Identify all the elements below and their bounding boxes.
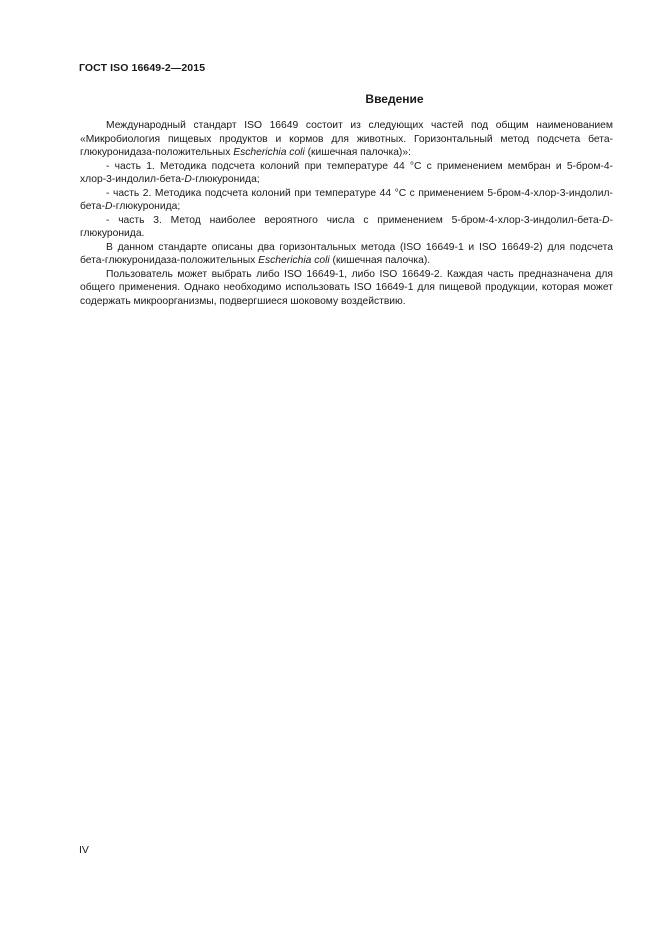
text-run: - часть 3. Метод наиболее вероятного числа с применением 5-бром-4-хлор-3-индолил-бета- (106, 214, 603, 226)
document-header: ГОСТ ISO 16649-2—2015 (79, 62, 206, 74)
text-run: - часть 1. Методика подсчета колоний при температуре 44 °C с применением мембран и 5-бром-4-хлор-3-индолил-бета- (80, 160, 613, 185)
text-run: -глюкуронида; (112, 201, 181, 212)
section-title: Введение (365, 92, 424, 106)
paragraph-methods (80, 241, 613, 268)
italic-d: D (104, 201, 113, 212)
list-item-part-1 (80, 160, 613, 187)
text-run: -глюкуронида. (80, 214, 613, 239)
text-run: - часть 2. Методика подсчета колоний при температуре 44 °C с применением 5-бром-4-хлор-3-индолил-бета- (80, 187, 613, 212)
paragraph-intro (80, 119, 613, 160)
text-run: -глюкуронида; (191, 174, 260, 185)
text-run: (кишечная палочка). (329, 255, 431, 266)
species-name: Escherichia coli (233, 147, 305, 158)
page-number: IV (79, 844, 89, 856)
paragraph-usage: Пользователь может выбрать либо ISO 16649-1, либо ISO 16649-2. Каждая часть предназначена для общего применения. Однако необходимо использовать ISO 16649-1 для пищевой продукции, которая может содержать микроорганизмы, подвергшиеся шоковому воздействию. (80, 268, 613, 307)
list-item-part-2 (80, 187, 613, 214)
introduction-body (80, 119, 613, 308)
text-run: В данном стандарте описаны два горизонтальных метода (ISO 16649-1 и ISO 16649-2) для подсчета бета-глюкуронидаза-положительных (80, 241, 613, 266)
italic-d: D (184, 174, 192, 185)
text-run: Международный стандарт ISO 16649 состоит из следующих частей под общим наименованием «Микробиология пищевых продуктов и кормов для животных. Горизонтальный метод подсчета бета-глюкуронидаза-положительных (80, 120, 613, 158)
list-item-part-3 (80, 214, 613, 241)
species-name: Escherichia coli (258, 255, 330, 266)
italic-d: D (602, 214, 610, 226)
text-run: (кишечная палочка)»: (304, 147, 411, 158)
